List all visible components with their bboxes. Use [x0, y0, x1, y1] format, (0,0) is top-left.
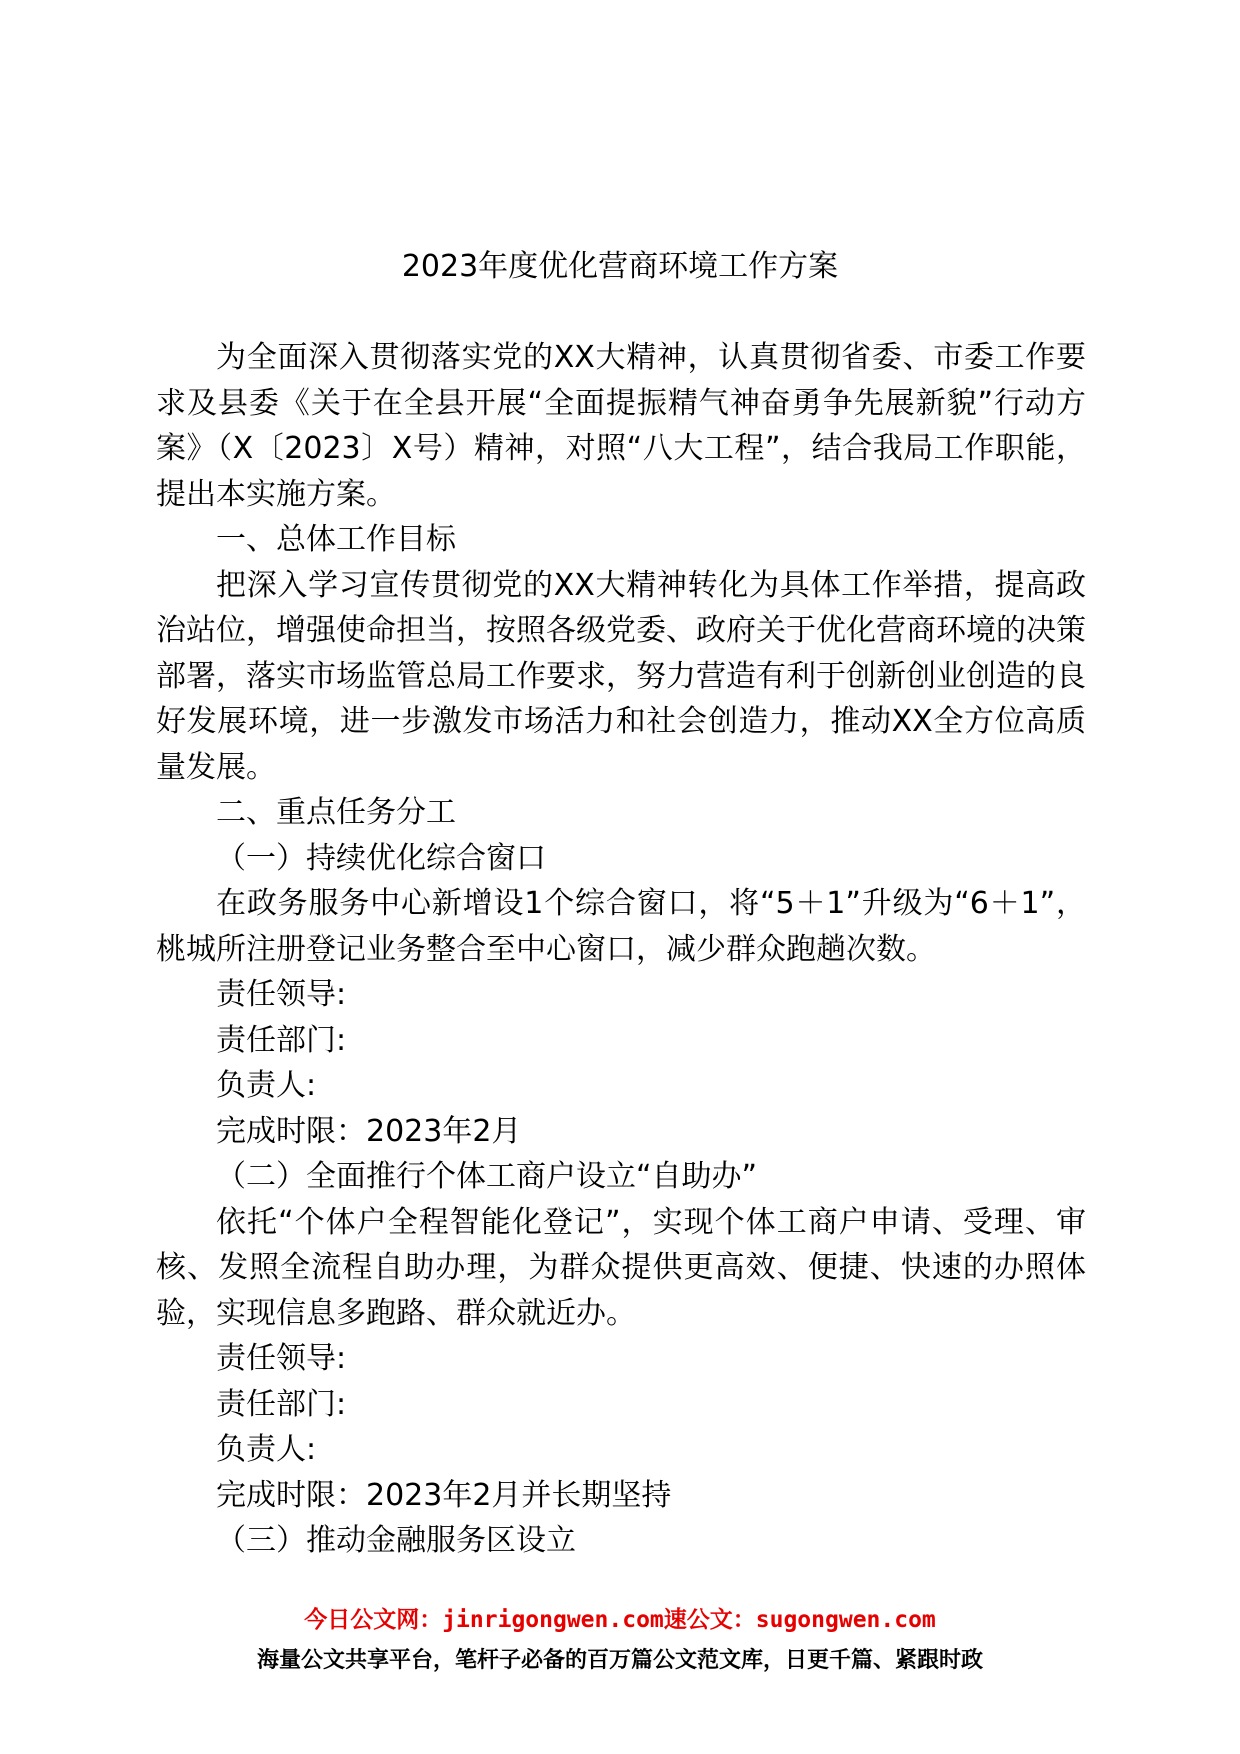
task-heading-3: （三）推动金融服务区设立: [216, 1523, 576, 1558]
footer-links: [0, 1604, 1240, 1636]
field-leader-2: 责任领导:: [216, 1341, 347, 1376]
intro-paragraph: 为全面深入贯彻落实党的XX大精神，认真贯彻省委、市委工作要求及县委《关于在全县开展“全面提振精气神奋勇争先展新貌”行动方案》（X〔2023〕X号）精神，对照“八大工程”，结合我局工作职能，提出本实施方案。: [156, 340, 1086, 512]
field-person-2: 负责人:: [216, 1432, 317, 1467]
section-heading-2: 二、重点任务分工: [216, 795, 456, 830]
footer-site1-label: 今日公文网：: [304, 1607, 443, 1633]
field-department-2: 责任部门:: [216, 1386, 347, 1422]
footer-site2-label: 速公文：: [663, 1607, 756, 1633]
footer-site1-link[interactable]: jinrigongwen.com: [442, 1607, 664, 1633]
field-leader-1: 责任领导:: [216, 977, 347, 1012]
footer-site2-link[interactable]: sugongwen.com: [755, 1607, 936, 1633]
field-department-1: 责任部门:: [216, 1022, 347, 1058]
document-body: [156, 335, 1086, 1564]
document-title: 2023年度优化营商环境工作方案: [401, 249, 839, 284]
task-body-2: 依托“个体户全程智能化登记”，实现个体工商户申请、受理、审核、发照全流程自助办理，为群众提供更高效、便捷、快速的办照体验，实现信息多跑路、群众就近办。: [156, 1204, 1086, 1331]
task-heading-2: （二）全面推行个体工商户设立“自助办”: [216, 1159, 758, 1194]
field-person-1: 负责人:: [216, 1068, 317, 1103]
field-deadline-2: 完成时限：2023年2月并长期坚持: [216, 1477, 672, 1513]
field-deadline-1: 完成时限：2023年2月: [216, 1113, 522, 1149]
footer-tagline: 海量公文共享平台，笔杆子必备的百万篇公文范文库，日更千篇、紧跟时政: [256, 1648, 983, 1673]
task-body-1: 在政务服务中心新增设1个综合窗口，将“5＋1”升级为“6＋1”，桃城所注册登记业务整合至中心窗口，减少群众跑趟次数。: [156, 886, 1086, 967]
goal-paragraph: 把深入学习宣传贯彻党的XX大精神转化为具体工作举措，提高政治站位，增强使命担当，按照各级党委、政府关于优化营商环境的决策部署，落实市场监管总局工作要求，努力营造有利于创新创业创造的良好发展环境，进一步激发市场活力和社会创造力，推动XX全方位高质量发展。: [156, 567, 1086, 785]
task-heading-1: （一）持续优化综合窗口: [216, 840, 546, 876]
section-heading-1: 一、总体工作目标: [216, 522, 456, 557]
